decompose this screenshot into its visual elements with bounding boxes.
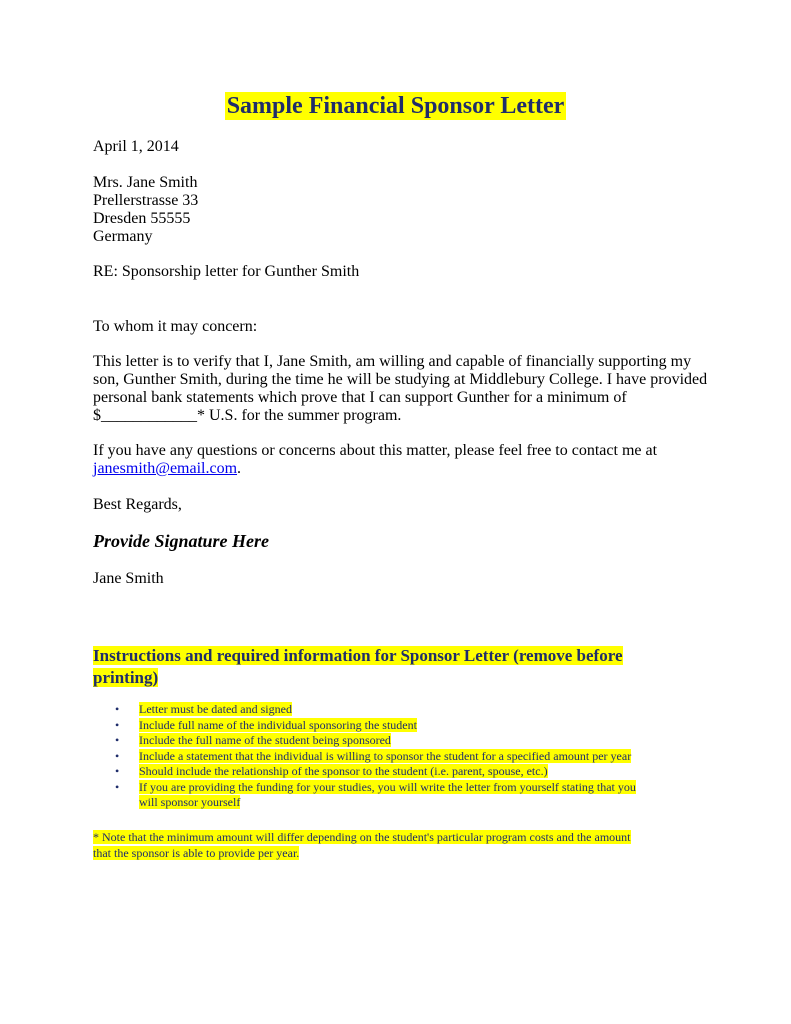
paragraph2-end: . (237, 460, 242, 477)
title-container (0, 92, 791, 120)
closing (93, 496, 713, 514)
document-title: Sample Financial Sponsor Letter (226, 93, 565, 119)
footnote (93, 829, 693, 861)
paragraph2-line2 (93, 460, 713, 478)
signer-name: Jane Smith (93, 570, 164, 587)
list-item (115, 764, 695, 780)
paragraph1-line3: personal bank statements which prove that I can support Gunther for a minimum of (93, 389, 627, 406)
list-item-text: Include a statement that the individual is willing to sponsor the student for a specified amount per year (139, 748, 632, 763)
date-text: April 1, 2014 (93, 138, 179, 155)
list-item-text: Include full name of the individual sponsoring the student (139, 717, 417, 732)
footnote-line2: that the sponsor is able to provide per year. (93, 846, 300, 860)
signature-placeholder: Provide Signature Here (93, 531, 269, 551)
bullet-icon: • (115, 717, 120, 732)
list-item-text: Letter must be dated and signed (139, 702, 292, 716)
list-item (115, 702, 695, 718)
list-item-text-continued: will sponsor yourself (139, 795, 241, 809)
bullet-icon: • (115, 733, 120, 747)
letter-date (93, 138, 713, 156)
bullet-icon: • (115, 702, 120, 716)
re-line (93, 263, 713, 281)
footnote-line1: * Note that the minimum amount will differ depending on the student's particular program costs and the amount (93, 830, 631, 844)
paragraph1-line2: son, Gunther Smith, during the time he will be studying at Middlebury College. I have provided (93, 371, 708, 388)
list-item (115, 749, 695, 765)
salutation-text: To whom it may concern: (93, 318, 258, 335)
list-item (115, 780, 695, 811)
instructions-heading-line1: Instructions and required information for Sponsor Letter (remove before (93, 646, 623, 665)
salutation (93, 318, 713, 336)
list-item-text: Should include the relationship of the sponsor to the student (i.e. parent, spouse, etc.) (139, 764, 548, 778)
address-city: Dresden 55555 (93, 210, 191, 227)
signature-block (93, 532, 713, 550)
list-item-text: If you are providing the funding for your studies, you will write the letter from yourself stating that you (139, 779, 636, 794)
instructions-heading-line2: printing) (93, 668, 159, 687)
paragraph1-line4: $____________* U.S. for the summer program. (93, 407, 402, 424)
signer (93, 570, 713, 588)
body-paragraph-2 (93, 442, 713, 478)
paragraph1-line1: This letter is to verify that I, Jane Smith, am willing and capable of financially supporting my (93, 353, 692, 370)
bullet-icon: • (115, 764, 120, 778)
re-text: RE: Sponsorship letter for Gunther Smith (93, 263, 360, 280)
address-country: Germany (93, 228, 153, 245)
bullet-icon: • (115, 779, 120, 794)
list-item (115, 733, 695, 749)
address-street: Prellerstrasse 33 (93, 192, 199, 209)
bullet-icon: • (115, 748, 120, 763)
instructions-list (115, 702, 695, 811)
instructions-heading (93, 645, 673, 689)
body-paragraph-1 (93, 353, 713, 425)
closing-text: Best Regards, (93, 496, 182, 513)
list-item-text: Include the full name of the student being sponsored (139, 733, 391, 747)
address-name: Mrs. Jane Smith (93, 174, 198, 191)
email-link[interactable]: janesmith@email.com (93, 460, 238, 477)
paragraph2-line1: If you have any questions or concerns about this matter, please feel free to contact me at (93, 442, 658, 459)
recipient-address (93, 174, 713, 246)
list-item (115, 718, 695, 734)
